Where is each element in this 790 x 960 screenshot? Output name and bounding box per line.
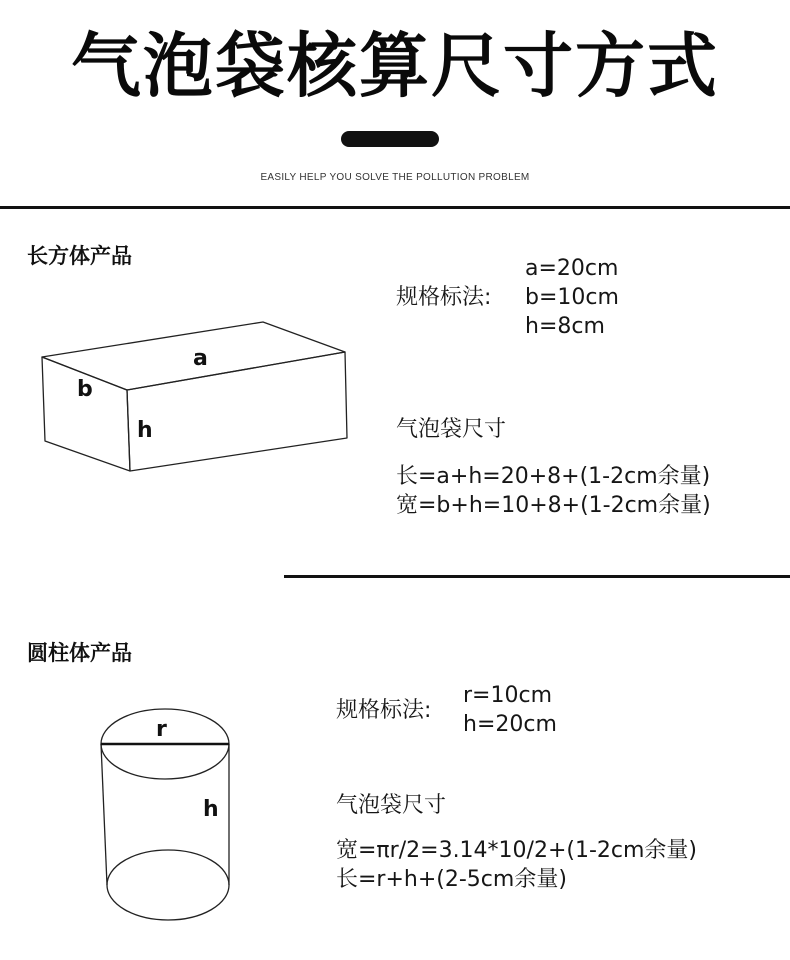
- cuboid-section-title: 长方体产品: [27, 244, 132, 268]
- cuboid-label-h: h: [137, 418, 153, 443]
- cylinder-formula-length: 长=r+h+(2-5cm余量): [336, 867, 567, 892]
- cuboid-label-a: a: [193, 346, 208, 371]
- divider-top: [0, 206, 790, 209]
- cylinder-bag-heading: 气泡袋尺寸: [336, 793, 447, 818]
- cylinder-section-title: 圆柱体产品: [27, 641, 132, 665]
- cuboid-front-face: [127, 352, 347, 471]
- title-underline-bar: [341, 131, 439, 147]
- cylinder-label-h: h: [203, 797, 219, 822]
- page-subtitle: EASILY HELP YOU SOLVE THE POLLUTION PROBLEM: [260, 172, 530, 183]
- cylinder-spec-r: r=10cm: [463, 683, 552, 708]
- cylinder-bottom-ellipse: [107, 850, 229, 920]
- cylinder-label-r: r: [156, 717, 167, 742]
- cuboid-spec-a: a=20cm: [525, 256, 619, 281]
- cylinder-spec-label: 规格标法:: [336, 698, 432, 723]
- cylinder-spec-h: h=20cm: [463, 712, 557, 737]
- cuboid-formula-length: 长=a+h=20+8+(1-2cm余量): [396, 464, 711, 489]
- cylinder-left-side: [101, 744, 107, 885]
- cuboid-formula-width: 宽=b+h=10+8+(1-2cm余量): [396, 493, 711, 518]
- cylinder-formula-width: 宽=πr/2=3.14*10/2+(1-2cm余量): [336, 838, 698, 863]
- cuboid-spec-b: b=10cm: [525, 285, 619, 310]
- page-title: 气泡袋核算尺寸方式: [71, 25, 719, 107]
- cuboid-label-b: b: [77, 377, 93, 402]
- cuboid-left-face: [42, 357, 130, 471]
- divider-middle: [284, 575, 790, 578]
- cuboid-diagram: [0, 300, 380, 490]
- cuboid-bag-heading: 气泡袋尺寸: [396, 417, 507, 442]
- cuboid-spec-label: 规格标法:: [396, 285, 492, 310]
- cuboid-spec-h: h=8cm: [525, 314, 605, 339]
